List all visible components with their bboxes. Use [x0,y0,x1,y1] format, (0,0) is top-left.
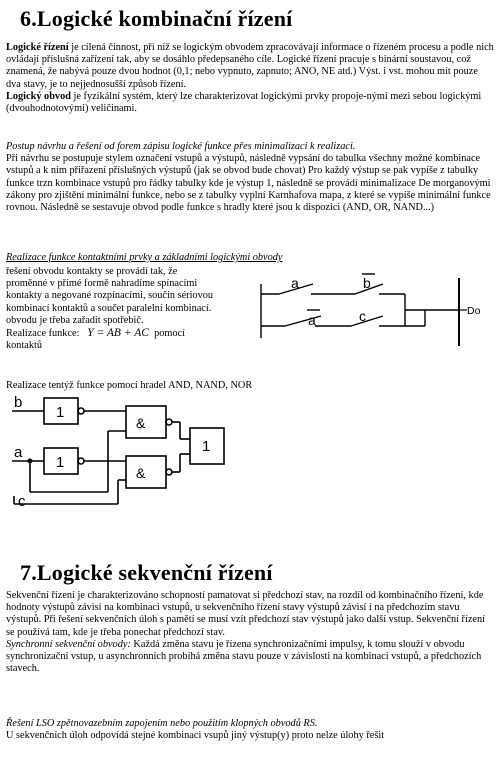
text-gate-realization: Realizace tentýž funkce pomocí hradel AND, NAND, NOR [6,380,253,391]
paragraph-contact-realization [6,266,220,352]
function-formula: Y = AB + AC [87,327,149,340]
text-kontaktu: kontaktů [6,340,43,352]
text-logic-control: je cílená činnost, při níž se logickým obvodem zpracovávají informace o řízeném procesu a podle nich ovládají příslušná zařízení tak, aby se dosáhlo předepsaného cíle. Logické řízení pracuje s binární soustavou, což znamená, že nabývá pouze dvou hodnot (0,1; nebo vypnuto, zapnuto; ANO, NE atd.) Výst. i vst. mohou mít pouze dva stavy, je to nejjednosušší způsob řízení. [6,42,494,90]
contact-label-c: c [359,308,366,324]
term-logic-control: Logické řízení [6,42,69,53]
and-gate-2-label: & [136,465,146,481]
section-7-title: 7.Logické sekvenční řízení [20,560,273,585]
section-6-title: 6.Logické kombinační řízení [20,6,293,31]
contact-label-b-neg: b [363,275,371,291]
paragraph-design-procedure [6,141,494,214]
not-gate-1-label: 1 [56,404,65,421]
text-design-procedure: Při návrhu se postupuje stylem označení vstupů a výstupů, následně vypsání do tabulka všechny možné kombinace vstupů a k nim přiřazení příslušných výstupů (jak se obvod bude chovat) Pro každý výstup se pak vypíše z tabulky funkce trzn kombinace vstupů pro řádky tabulky kde je výstup 1, následně se provádí minimalizace De morganovými zákony pro zjištění minimální funkce, nebo se z tabulky vyplní Karnhafova mapa, z které se vypíše minimální funkce rovnou. Následně se sestavuje obvod podle funkce s hradly které jsou k dispozici (AND, OR, NAND...) [6,153,491,214]
and-gate-1-label: & [136,415,146,431]
text-sync-circuits: Každá změna stavu je řízena synchronizačními impulsy, k tomu slouží v obvodu synchronizační vstup, u asynchronních probíhá změna stavu pouze v závislosti na kombinaci vstupů, a předchozích stavech. [6,638,482,675]
contact-label-a-neg: a [308,312,316,328]
term-logic-circuit: Logický obvod [6,90,71,102]
contact-label-a: a [291,275,299,291]
gate-input-c: c [18,493,26,510]
contact-output-label: Do [467,305,481,317]
heading-contact-realization [6,252,494,264]
gate-input-a: a [14,444,23,461]
output-gate-label: 1 [202,438,211,455]
contact-circuit-diagram [255,266,495,362]
text-logic-circuit: je fyzikální systém, který lze charakterizovat logickými prvky propoje-nými mezi sebou logickými (dvouhodnotovými) veličinami. [6,90,482,115]
gate-circuit-diagram [8,394,228,516]
heading-contact-realization-text: Realizace funkce kontaktními prvky a základními logickými obvody [6,252,283,263]
paragraph-lso [6,718,494,742]
text-pomoci: pomocí [154,328,185,340]
heading-lso: Řešení LSO zpětnovazebním zapojením nebo použitím klopných obvodů RS. [6,718,318,729]
gate-input-b: b [14,394,23,411]
label-function: Realizace funkce: [6,328,80,340]
heading-gate-realization [6,380,494,392]
paragraph-logic-control [6,42,494,115]
not-gate-2-label: 1 [56,454,65,471]
text-contact-realization: řešení obvodu kontakty se provádí tak, že proměnné v přímé formě nahradíme spínacími kontakty a negované rozpínacími, součin sériovou kombinací kontaktů a součet paralelní kombinací. obvodu je třeba zařadit spotřebič. [6,266,214,326]
text-lso: U sekvenčních úloh odpovídá stejné kombinaci vsupů jiný výstup(y) proto nelze úlohy řešit [6,730,385,742]
heading-sync-circuits: Synchronní sekvenční obvody: [6,638,131,650]
text-sequential: Sekvenční řízení je charakterizováno schopností pamatovat si předchozí stav, na rozdíl od kombinačního řízení, kde hodnoty výstupů závisí na kombinaci vstupů, u sekvenčního řízení stavy výstupů závisí i na předchozím stavu výstupů. Při řešení sekvenčních úloh s pamětí se musí vzít předchozí stav výstupů jako další vstup. Sekvenční řízení se používá tam, kde je třeba ponechat předchozí stav. [6,590,486,638]
paragraph-sequential [6,590,494,675]
heading-design-procedure: Postup návrhu a řešení od forem zápisu logické funkce přes minimalizaci k realizaci. [6,141,356,152]
